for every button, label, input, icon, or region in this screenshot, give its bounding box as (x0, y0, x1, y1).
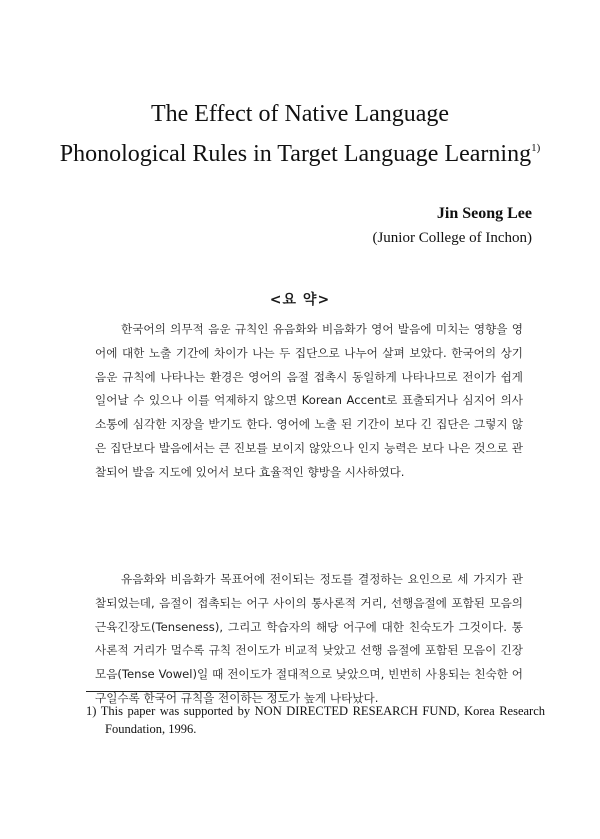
abstract-paragraph-1: 한국어의 의무적 음운 규칙인 유음화와 비음화가 영어 발음에 미치는 영향을 영어에 대한 노출 기간에 차이가 나는 두 집단으로 나누어 살펴 보았다. 한국어의 상기 음운 규칙에 나타나는 환경은 영어의 음절 접촉시 동일하게 나타나므로 전이가 쉽게 일어날 수 있으나 이를 억제하지 않으면 Korean Accent로 표출되거나 심지어 의사 소통에 심각한 지장을 받기도 한다. 영어에 노출 된 기간이 보다 긴 집단은 그렇지 않은 집단보다 발음에서는 큰 진보를 보이지 않았으나 인지 능력은 보다 나은 것으로 관찰되어 발음 지도에 있어서 보다 효율적인 향방을 시사하였다. (95, 322, 523, 479)
author-affiliation: (Junior College of Inchon) (372, 230, 532, 246)
title-line-2-text: Phonological Rules in Target Language Learning (59, 141, 532, 167)
footnote-divider (86, 691, 288, 692)
title-line-1-text: The Effect of Native Language (150, 101, 450, 127)
title-footnote-marker[interactable]: 1) (531, 142, 541, 154)
author-name: Jin Seong Lee (436, 205, 532, 222)
paper-title-line-2 (0, 136, 600, 172)
footnote-text: 1) This paper was supported by NON DIRECTED RESEARCH FUND, Korea Research Foundation, 1996. (86, 704, 545, 736)
abstract-heading: <요 약> (269, 292, 331, 308)
paper-title-line-1 (0, 96, 600, 132)
abstract-paragraph-2: 유음화와 비음화가 목표어에 전이되는 정도를 결정하는 요인으로 세 가지가 관찰되었는데, 음절이 접촉되는 어구 사이의 통사론적 거리, 선행음절에 포함된 모음의 근육긴장도(Tenseness), 그리고 학습자의 해당 어구에 대한 친숙도가 그것이다. 통사론적 거리가 멀수록 규칙 전이도가 비교적 낮았고 선행 음절에 포함된 모음이 긴장모음(Tense Vowel)일 때 전이도가 절대적으로 낮았으며, 빈번히 사용되는 친숙한 어구일수록 한국어 규칙을 전이하는 정도가 높게 나타났다. (95, 572, 523, 705)
